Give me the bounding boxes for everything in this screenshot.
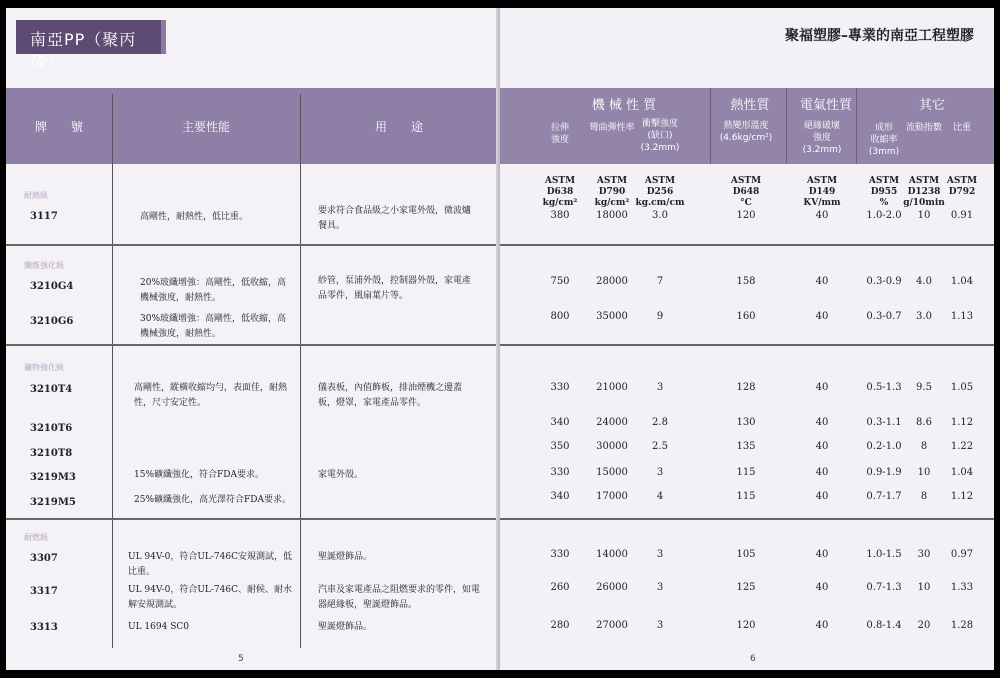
property-value: 9 [656,311,664,322]
property-value: 10 [917,467,931,478]
left-table-header [6,88,498,164]
brand-title: 南亞PP（聚丙烯） [30,30,137,72]
property-value: 0.7-1.7 [866,491,902,502]
grade-code: 3219M3 [30,472,76,483]
grade-features: 高剛性，耐熱性，低比重。 [140,212,249,222]
group-other: 其它 [918,98,945,113]
property-value: 3.0 [652,210,668,221]
property-value: 0.9-1.9 [866,467,902,478]
grade-code: 3313 [30,622,58,633]
grade-features: UL 94V-0，符合UL-746C安規測試，低比重。 [128,552,292,577]
property-value: 1.28 [950,620,974,631]
property-value: 1.13 [950,311,974,322]
property-value: 800 [550,311,570,322]
group-divider [500,518,994,520]
grade-code: 3210T4 [30,384,73,395]
property-value: 3 [656,620,664,631]
property-value: 125 [736,582,756,593]
grade-usage: 家電外殼。 [318,470,364,480]
column-divider [300,94,301,648]
property-value: 40 [815,467,829,478]
property-value: 20 [917,620,931,631]
test-standard: ASTM D792 [946,176,978,197]
property-value: 40 [815,441,829,452]
property-value: 21000 [596,382,628,393]
property-value: 0.8-1.4 [866,620,902,631]
column-header: 成形 收縮率 (3mm) [868,123,900,157]
property-value: 0.2-1.0 [866,441,902,452]
grade-features: 高剛性，縱橫收縮均勻，表面佳，耐熱性，尺寸安定性。 [134,383,288,408]
property-value: 40 [815,382,829,393]
grade-code: 3307 [30,553,58,564]
property-value: 330 [550,382,570,393]
property-value: 40 [815,276,829,287]
grade-usage: 紗管，泵浦外殼，控制器外殼，家電產品零件，風扇葉片等。 [318,276,472,301]
group-mechanical: 機 械 性 質 [591,98,657,113]
property-value: 8 [920,441,928,452]
group-divider [6,244,498,246]
property-value: 135 [736,441,756,452]
brand-tab [16,20,166,72]
property-value: 750 [550,276,570,287]
property-value: 7 [656,276,664,287]
property-value: 9.5 [916,382,932,393]
test-standard: ASTM D1238 g/10min [903,176,945,208]
group-title: 耐熱級 [24,191,48,200]
property-value: 1.04 [950,467,974,478]
test-standard: ASTM D256 kg.cm/cm [635,176,685,208]
property-value: 280 [550,620,570,631]
property-value: 128 [736,382,756,393]
property-value: 115 [736,491,756,502]
property-value: 1.0-2.0 [866,210,902,221]
property-value: 0.91 [950,210,974,221]
grade-usage: 儀表板，內值飾板，排油煙機之邊蓋板，燈罩，家電產品零件。 [318,383,463,408]
slogan: 聚福塑膠–專業的南亞工程塑膠 [785,28,974,44]
group-divider [6,344,498,346]
property-value: 350 [550,441,570,452]
group-title: 礦物強化級 [24,363,64,372]
column-header: 流動指數 [905,123,942,133]
property-value: 2.8 [652,417,668,428]
grade-code: 3219M5 [30,497,76,508]
column-header: 熱變形溫度 (4.6kg/cm²) [719,121,773,143]
property-value: 130 [736,417,756,428]
property-value: 1.05 [950,382,974,393]
property-value: 3 [656,382,664,393]
property-value: 40 [815,582,829,593]
property-value: 1.12 [950,491,974,502]
grade-usage: 汽車及家電產品之阻燃要求的零件，如電器絕緣板，聖誕燈飾品。 [318,585,481,610]
group-divider [6,518,498,520]
property-value: 40 [815,417,829,428]
grade-features: 15%礦纖強化，符合FDA要求。 [134,470,264,480]
grade-code: 3317 [30,586,58,597]
grade-code: 3210T6 [30,423,73,434]
header-features: 主要性能 [181,119,230,134]
property-value: 3.0 [916,311,932,322]
property-value: 330 [550,467,570,478]
property-value: 120 [736,210,756,221]
property-value: 0.97 [950,549,974,560]
property-value: 1.22 [950,441,974,452]
property-value: 1.12 [950,417,974,428]
right-page [500,8,994,670]
property-value: 0.3-0.9 [866,276,902,287]
property-value: 10 [917,582,931,593]
property-value: 18000 [596,210,628,221]
property-value: 158 [736,276,756,287]
property-value: 1.0-1.5 [866,549,902,560]
grade-code: 3117 [30,211,58,222]
property-value: 380 [550,210,570,221]
property-value: 35000 [596,311,628,322]
property-value: 260 [550,582,570,593]
grade-code: 3210G6 [30,316,74,327]
test-standard: ASTM D648 °C [730,176,762,208]
grade-usage: 要求符合食品級之小家電外殼，微波爐餐具。 [318,206,472,231]
group-title: 纖維強化級 [24,261,64,270]
header-grade: 牌 號 [34,119,83,134]
group-thermal: 熱性質 [730,98,770,113]
property-value: 0.3-0.7 [866,311,902,322]
property-value: 120 [736,620,756,631]
left-page [6,8,498,670]
property-value: 26000 [596,582,628,593]
property-value: 0.7-1.3 [866,582,902,593]
grade-code: 3210G4 [30,281,74,292]
property-value: 40 [815,210,829,221]
property-value: 28000 [596,276,628,287]
property-value: 30000 [596,441,628,452]
property-value: 0.3-1.1 [866,417,902,428]
property-value: 40 [815,491,829,502]
property-value: 1.04 [950,276,974,287]
column-header: 拉伸 強度 [550,123,569,145]
property-value: 340 [550,491,570,502]
property-value: 160 [736,311,756,322]
group-title: 耐燃級 [24,533,48,542]
test-standard: ASTM D955 % [868,176,900,208]
column-header: 比重 [952,123,971,133]
column-divider [112,94,113,648]
column-header: 彎曲彈性率 [589,123,635,133]
grade-features: 25%礦纖強化，高光澤符合FDA要求。 [134,495,291,505]
property-value: 330 [550,549,570,560]
property-value: 115 [736,467,756,478]
test-standard: ASTM D149 KV/mm [803,176,841,208]
grade-features: 30%玻纖增強：高剛性，低收縮，高機械強度，耐熱性。 [140,314,287,339]
property-value: 2.5 [652,441,668,452]
header-usage: 用 途 [374,119,423,134]
test-standard: ASTM D790 kg/cm² [594,176,630,208]
property-value: 340 [550,417,570,428]
property-value: 40 [815,549,829,560]
property-value: 14000 [596,549,628,560]
property-value: 10 [917,210,931,221]
property-value: 30 [917,549,931,560]
page-number: 5 [238,654,244,664]
grade-usage: 聖誕燈飾品。 [318,622,373,632]
page-number: 6 [750,654,756,664]
property-value: 1.33 [950,582,974,593]
property-value: 27000 [596,620,628,631]
property-value: 3 [656,549,664,560]
grade-features: UL 1694 SC0 [128,622,189,632]
property-value: 3 [656,467,664,478]
property-value: 4.0 [916,276,932,287]
property-value: 3 [656,582,664,593]
grade-code: 3210T8 [30,448,73,459]
property-value: 4 [656,491,664,502]
grade-features: 20%玻纖增強：高剛性，低收縮，高機械強度，耐熱性。 [140,278,287,303]
property-value: 8 [920,491,928,502]
property-value: 8.6 [916,417,932,428]
property-value: 40 [815,620,829,631]
column-header: 絕緣破壞 強度 (3.2mm) [802,121,842,155]
group-electrical: 電氣性質 [799,98,852,113]
group-divider [500,244,994,246]
property-value: 24000 [596,417,628,428]
property-value: 0.5-1.3 [866,382,902,393]
group-divider [500,344,994,346]
property-value: 17000 [596,491,628,502]
test-standard: ASTM D638 kg/cm² [542,176,578,208]
column-header: 衝擊強度 (缺口) (3.2mm) [640,119,680,153]
grade-features: UL 94V-0，符合UL-746C、耐候、耐水解安規測試。 [128,585,292,610]
property-value: 15000 [596,467,628,478]
grade-usage: 聖誕燈飾品。 [318,552,373,562]
property-value: 105 [736,549,756,560]
property-value: 40 [815,311,829,322]
